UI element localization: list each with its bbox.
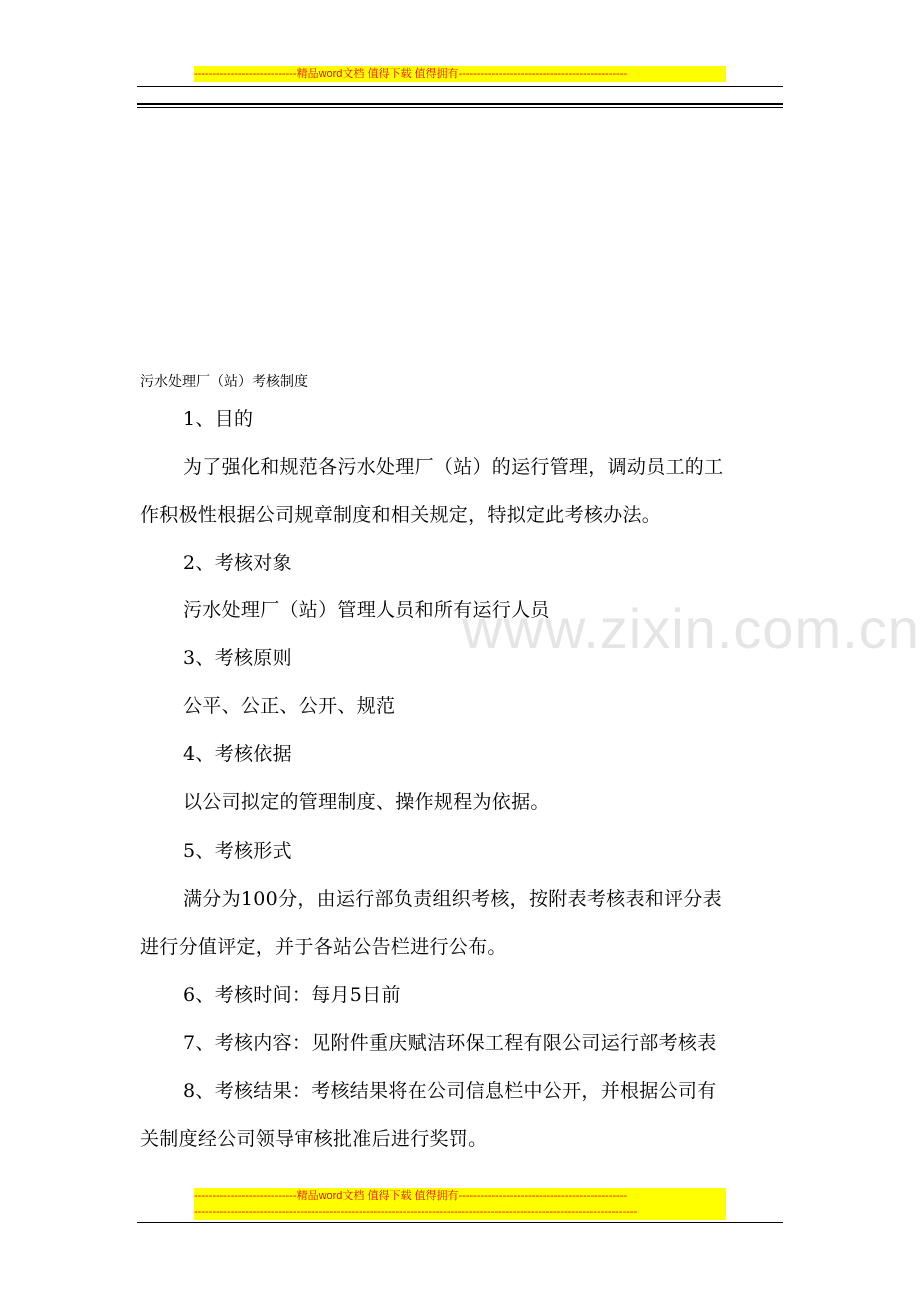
section-5-body-line-2: 进行分值评定，并于各站公告栏进行公布。 [140, 936, 507, 958]
section-3-body: 公平、公正、公开、规范 [183, 695, 396, 717]
header-banner [194, 66, 726, 82]
header-divider-thick-lower [137, 107, 783, 108]
section-7-text: 7、考核内容：见附件重庆赋洁环保工程有限公司运行部考核表 [183, 1032, 717, 1054]
document-title: 污水处理厂（站）考核制度 [140, 374, 308, 390]
section-4-body: 以公司拟定的管理制度、操作规程为依据。 [183, 791, 550, 813]
section-8-text-line-2: 关制度经公司领导审核批准后进行奖罚。 [140, 1128, 488, 1150]
watermark: www.zixin.com.cn [462, 597, 920, 660]
section-2-heading: 2、考核对象 [183, 552, 292, 574]
section-5-body-line-1: 满分为100分，由运行部负责组织考核，按附表考核表和评分表 [183, 888, 722, 910]
header-banner-text: ----------------------------精品word文档 值得下载 值得拥有---------------------------------------------- [194, 68, 628, 80]
section-4-heading: 4、考核依据 [183, 743, 292, 765]
section-2-body: 污水处理厂（站）管理人员和所有运行人员 [183, 599, 550, 621]
header-divider-thin [137, 86, 783, 87]
footer-banner [194, 1188, 726, 1220]
section-1-body-line-2: 作积极性根据公司规章制度和相关规定，特拟定此考核办法。 [140, 504, 662, 526]
section-6-text: 6、考核时间：每月5日前 [183, 984, 401, 1006]
footer-banner-dashes: ------------------------------------------------------------------------------------------------------------------------- [194, 1206, 638, 1218]
section-3-heading: 3、考核原则 [183, 647, 292, 669]
section-5-heading: 5、考核形式 [183, 840, 292, 862]
section-1-body-line-1: 为了强化和规范各污水处理厂（站）的运行管理，调动员工的工 [183, 456, 724, 478]
footer-divider [137, 1222, 783, 1223]
footer-banner-text: ----------------------------精品word文档 值得下载 值得拥有---------------------------------------------- [194, 1190, 628, 1202]
section-1-heading: 1、目的 [183, 408, 254, 430]
section-8-text-line-1: 8、考核结果：考核结果将在公司信息栏中公开，并根据公司有 [183, 1080, 717, 1102]
header-divider-thick [137, 103, 783, 105]
